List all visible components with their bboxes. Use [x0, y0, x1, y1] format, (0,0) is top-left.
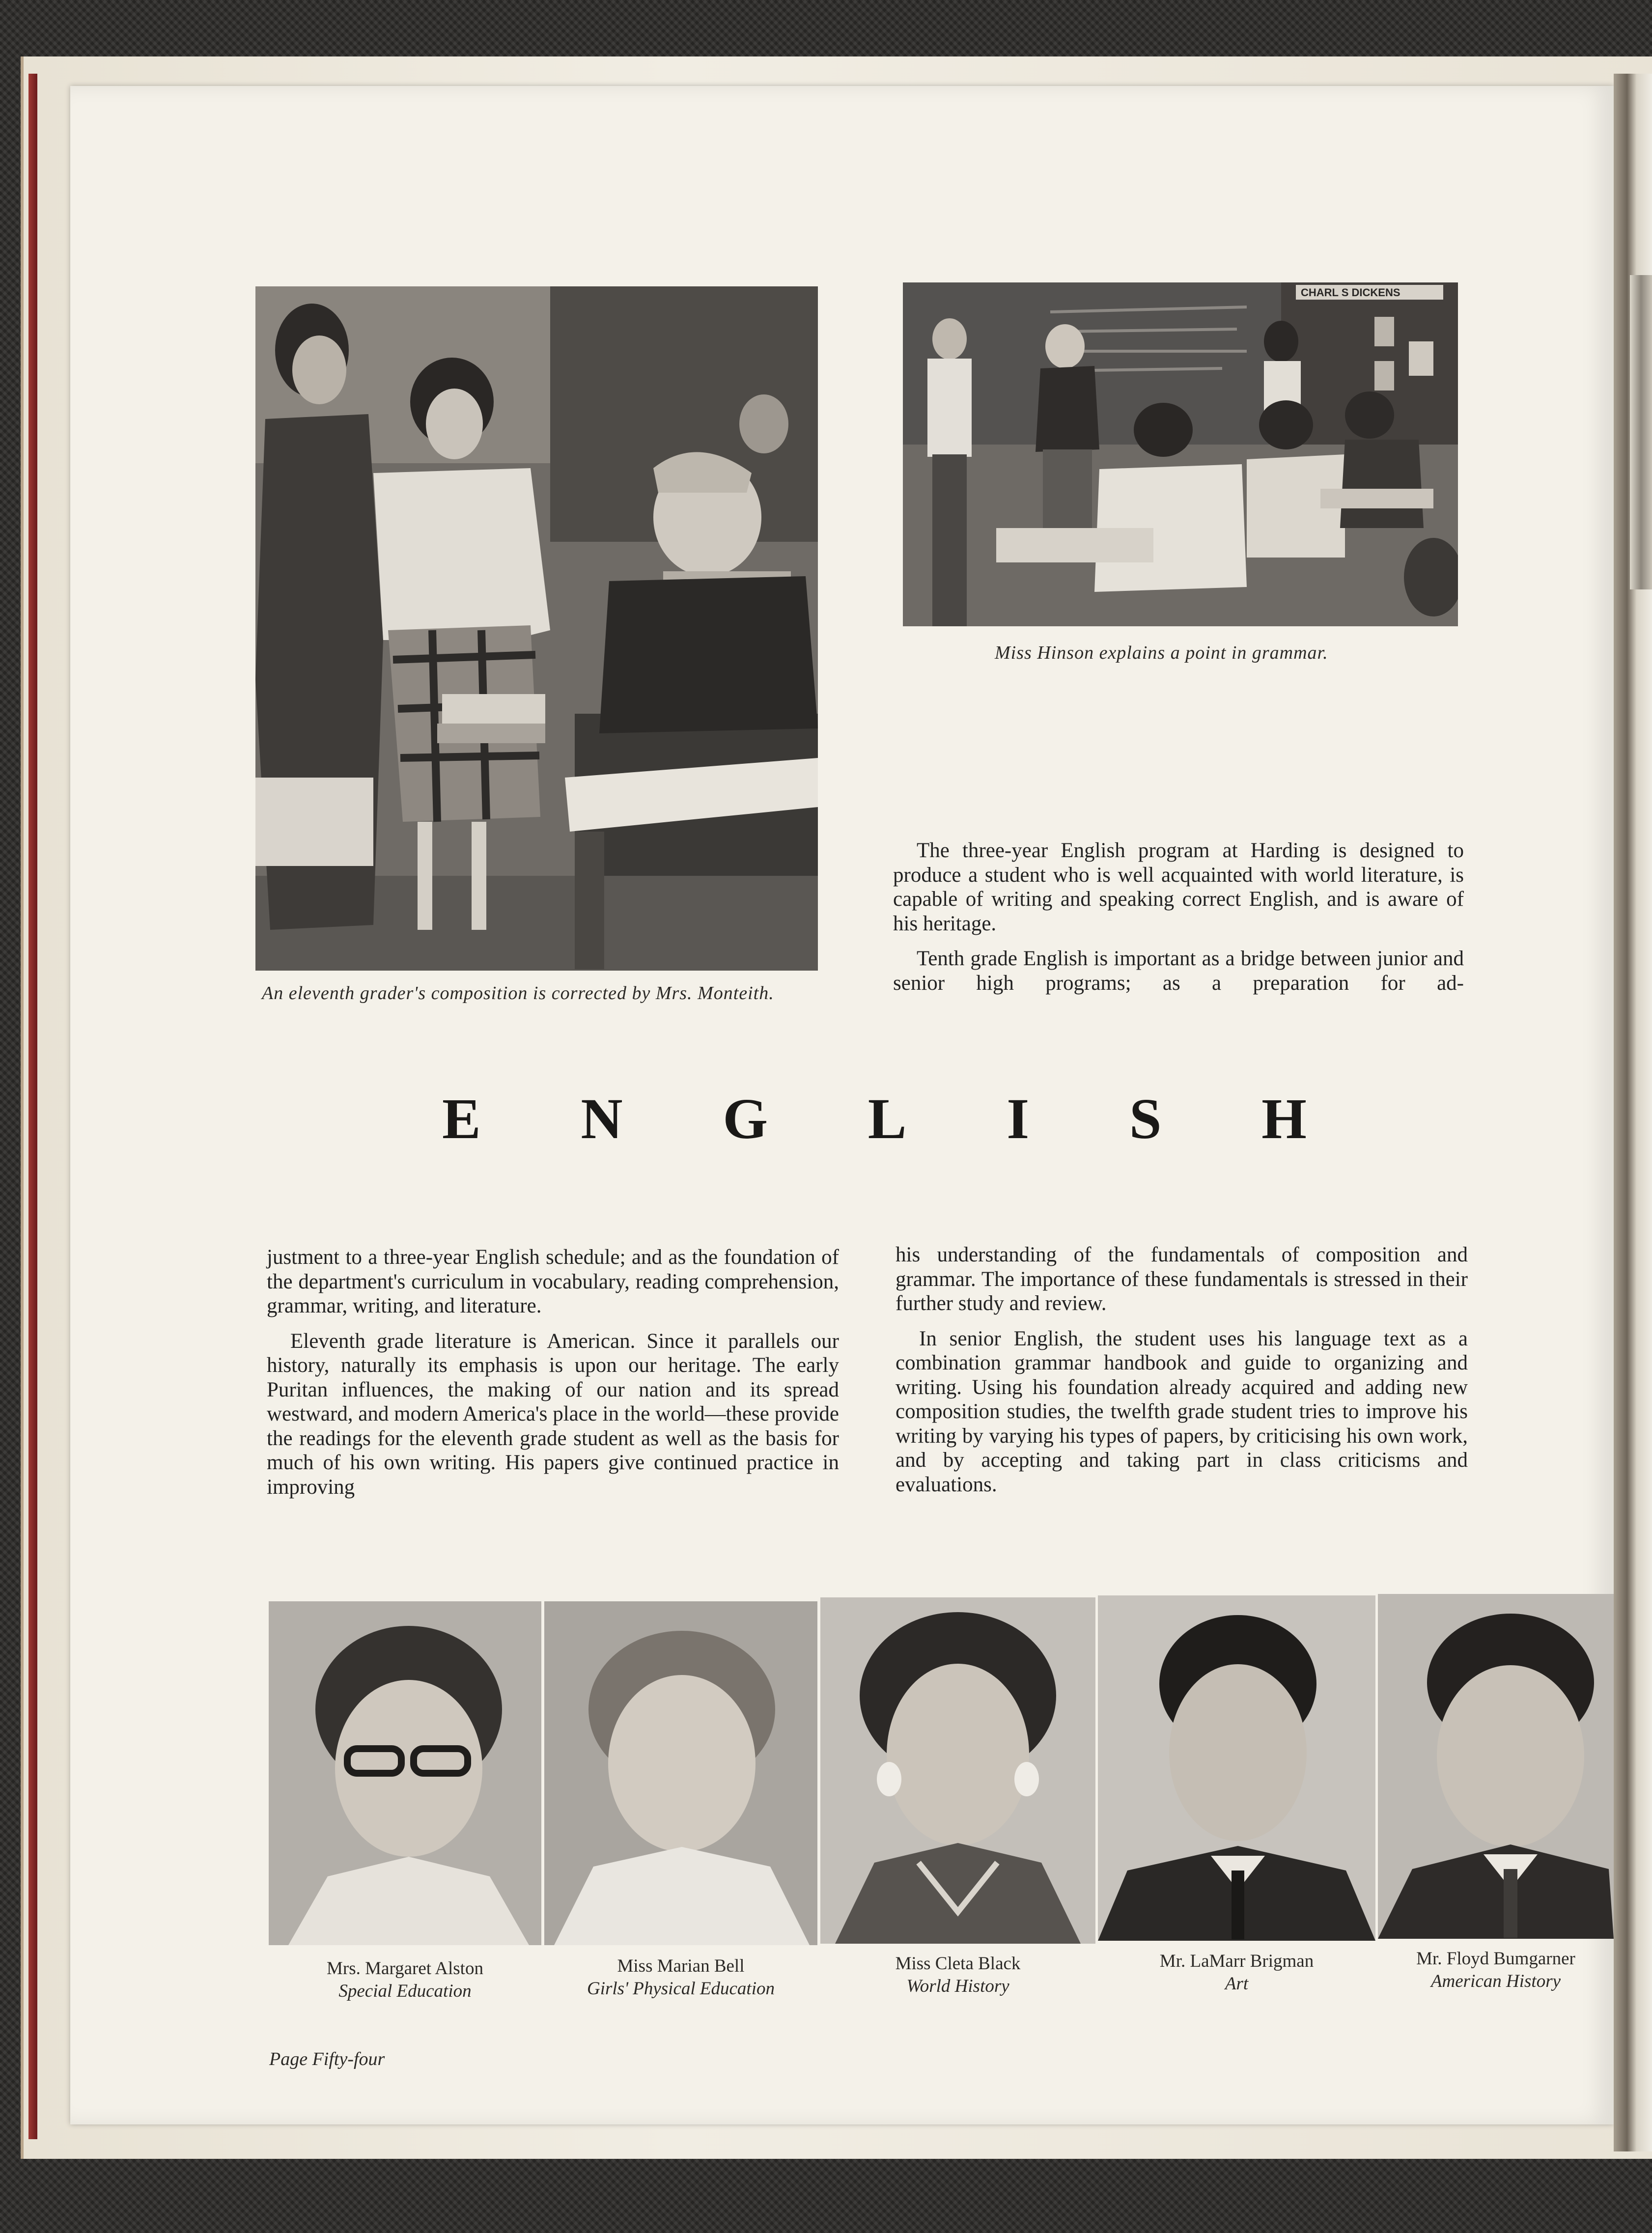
left-column-paragraph-1: justment to a three-year English schedule; and as the foundation of the department's curriculum in vocabulary, reading comprehension, grammar, writing, and literature.: [267, 1246, 839, 1317]
faculty-name-text: Mrs. Margaret Alston: [327, 1958, 483, 1979]
faculty-portrait: [1378, 1594, 1614, 1939]
heading-letter: L: [868, 1087, 907, 1151]
heading-letter: G: [723, 1087, 768, 1151]
faculty-subject-text: Special Education: [338, 1981, 472, 2001]
faculty-portrait: [269, 1601, 541, 1945]
heading-letter: S: [1129, 1087, 1162, 1151]
classroom-photo-grammar: [903, 282, 1458, 626]
right-text-column: [896, 1243, 1468, 1507]
intro-paragraph-2: Tenth grade English is important as a bridge between junior and senior high programs; as a preparation for ad-: [893, 947, 1464, 995]
faculty-caption: [269, 1957, 541, 2003]
faculty-caption: [820, 1953, 1095, 1998]
intro-paragraph-1: The three-year English program at Harding is designed to produce a student who is well acquainted with world literature, is capable of writing and speaking correct English, and is aware of his heritage.: [893, 839, 1464, 935]
heading-letter: H: [1261, 1087, 1307, 1151]
faculty-subject-text: Girls' Physical Education: [587, 1979, 775, 1999]
faculty-name-text: Miss Cleta Black: [895, 1954, 1021, 1974]
faculty-caption: [1098, 1950, 1375, 1995]
faculty-subject-text: Art: [1225, 1974, 1249, 1994]
faculty-name-text: Mr. Floyd Bumgarner: [1416, 1949, 1575, 1969]
faculty-subject-text: World History: [906, 1976, 1009, 1996]
facing-page-edge: [1630, 275, 1652, 589]
faculty-name-text: Mr. LaMarr Brigman: [1159, 1951, 1314, 1971]
faculty-caption: [544, 1955, 817, 2000]
heading-letter: E: [442, 1087, 481, 1151]
faculty-caption: [1380, 1948, 1611, 1993]
right-column-paragraph-2: In senior English, the student uses his language text as a combination grammar handbook and guide to organizing and writing. Using his foundation already acquired and adding new composition studies, the twelfth grade student tries to improve his writing by varying his types of papers, by criticising his own work, and by accepting and taking part in class criticisms and evaluations.: [896, 1327, 1468, 1496]
faculty-portrait: [1098, 1595, 1375, 1941]
faculty-portrait: [544, 1601, 817, 1945]
left-photo-caption: An eleventh grader's composition is corrected by Mrs. Monteith.: [262, 983, 774, 1004]
right-column-paragraph-1: his understanding of the fundamentals of composition and grammar. The importance of these fundamentals is stressed in their further study and review.: [896, 1243, 1468, 1315]
section-heading-english: [442, 1086, 1307, 1152]
cover-spine-edge: [28, 74, 37, 2139]
chalkboard-sign: CHARL S DICKENS: [1301, 286, 1400, 299]
faculty-subject-text: American History: [1430, 1971, 1561, 1991]
heading-letter: I: [1007, 1087, 1030, 1151]
faculty-name-text: Miss Marian Bell: [617, 1956, 745, 1976]
right-photo-caption: Miss Hinson explains a point in grammar.: [995, 642, 1328, 663]
left-column-paragraph-2: Eleventh grade literature is American. Since it parallels our history, naturally its emphasis is upon our heritage. The early Puritan influences, the making of our nation and its spread westward, and modern America's place in the world—these provide the readings for the eleventh grade student as well as the basis for much of his own writing. His papers give continued practice in improving: [267, 1329, 839, 1499]
intro-text-block: [893, 838, 1464, 1006]
left-text-column: [267, 1245, 839, 1510]
page-number: Page Fifty-four: [269, 2049, 385, 2069]
faculty-portrait: [820, 1597, 1095, 1944]
classroom-photo-composition: [255, 286, 818, 971]
heading-letter: N: [581, 1087, 623, 1151]
